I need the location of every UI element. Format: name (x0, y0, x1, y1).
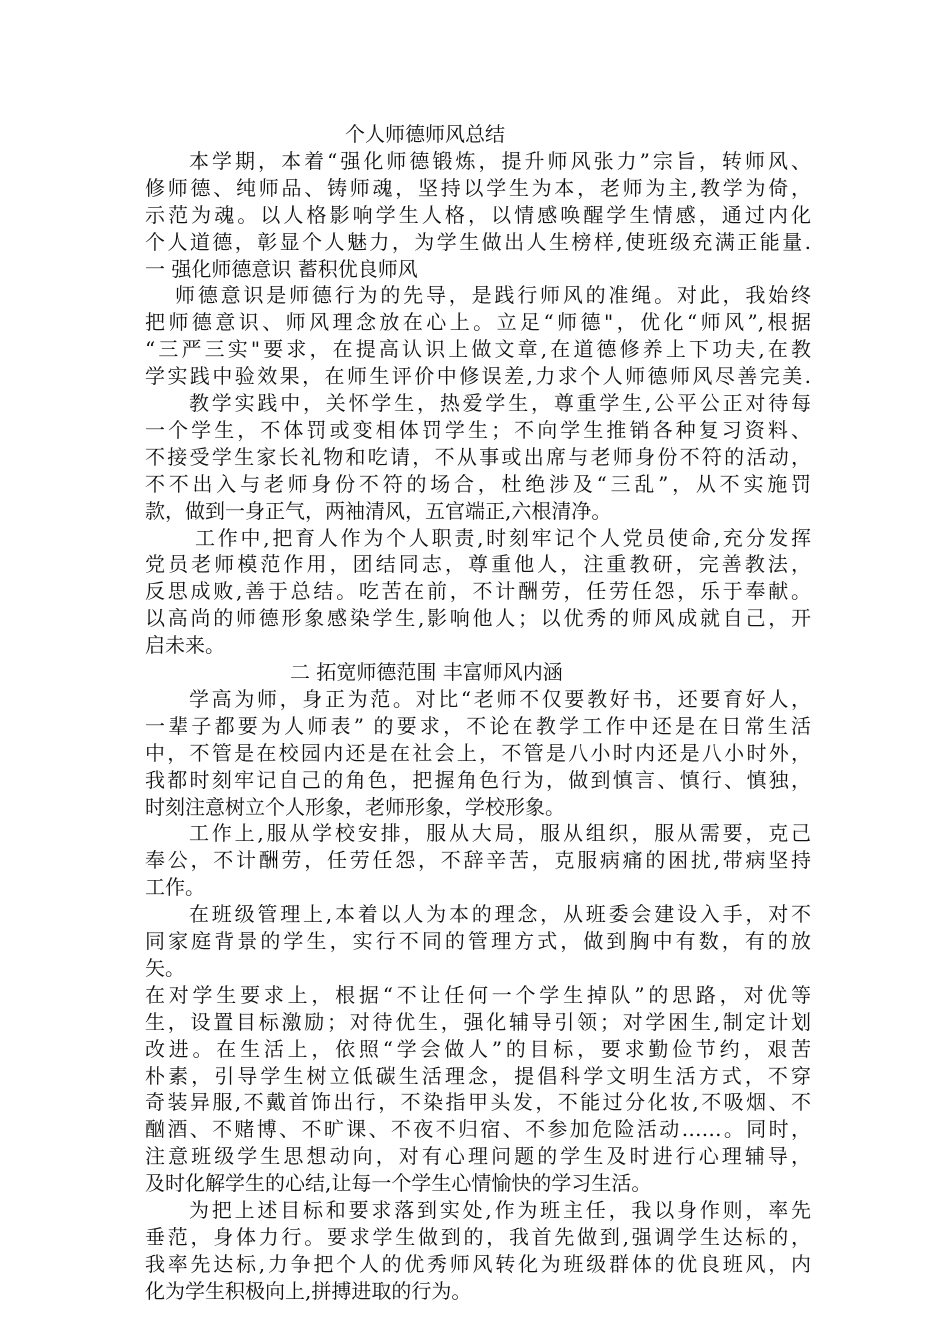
text-line: “三严三实"要求，在提高认识上做文章,在道德修养上下功夫,在教 (145, 337, 811, 362)
text-line: 及时化解学生的心结,让每一个学生心情愉快的学习生活。 (145, 1171, 652, 1196)
text-line: 我率先达标,力争把个人的优秀师风转化为班级群体的优良班风，内 (145, 1251, 811, 1276)
text-line: 以高尚的师德形象感染学生,影响他人；以优秀的师风成就自己，开 (145, 606, 811, 631)
text-line: 注意班级学生思想动向，对有心理问题的学生及时进行心理辅导， (145, 1144, 811, 1169)
text-line: 为把上述目标和要求落到实处,作为班主任，我以身作则，率先 (189, 1198, 811, 1222)
text-line: 师德意识是师德行为的先导，是践行师风的准绳。对此，我始终 (175, 283, 811, 308)
text-line: 工作中,把育人作为个人职责,时刻牢记个人党员使命,充分发挥 (195, 525, 811, 550)
text-line: 化为学生积极向上,拼搏进取的行为。 (145, 1278, 472, 1303)
text-line: 时刻注意树立个人形象，老师形象，学校形象。 (145, 794, 565, 819)
text-line: 奉公，不计酬劳，任劳任怨，不辞辛苦，克服病痛的困扰,带病坚持 (145, 848, 811, 873)
text-line: 启未来。 (145, 633, 225, 658)
text-line: 生，设置目标激励；对待优生，强化辅导引领；对学困生,制定计划 (145, 1009, 811, 1034)
text-line: 把师德意识、师风理念放在心上。立足“师德"，优化“师风”,根据 (145, 310, 811, 335)
text-line: 奇装异服,不戴首饰出行，不染指甲头发，不能过分化妆,不吸烟、不 (145, 1090, 811, 1115)
text-line: 改进。在生活上，依照“学会做人”的目标，要求勤俭节约，艰苦 (145, 1036, 811, 1061)
text-line: 工作上,服从学校安排，服从大局，服从组织，服从需要，克己 (189, 821, 811, 846)
text-line: 垂范，身体力行。要求学生做到的，我首先做到,强调学生达标的， (145, 1224, 811, 1249)
text-line: 教学实践中，关怀学生，热爱学生，尊重学生,公平公正对待每 (189, 391, 811, 415)
text-line: 党员老师模范作用，团结同志，尊重他人，注重教研，完善教法， (145, 552, 811, 577)
text-line: 一个学生，不体罚或变相体罚学生；不向学生推销各种复习资料、 (145, 417, 811, 442)
text-line: 反思成败,善于总结。吃苦在前，不计酬劳，任劳任怨，乐于奉献。 (145, 579, 811, 604)
text-line: 修师德、纯师品、铸师魂，坚持以学生为本，老师为主,教学为倚， (145, 175, 811, 200)
text-line: 酗酒、不赌博、不旷课、不夜不归宿、不参加危险活动……。同时， (145, 1117, 811, 1142)
text-line: 不不出入与老师身份不符的场合，杜绝涉及“三乱”，从不实施罚 (145, 471, 811, 496)
text-line: 本学期，本着“强化师德锻炼，提升师风张力”宗旨，转师风、 (189, 148, 811, 173)
text-line: 二 拓宽师德范围 丰富师风内涵 (290, 660, 563, 684)
text-line: 在对学生要求上，根据“不让任何一个学生掉队”的思路，对优等 (145, 982, 811, 1007)
text-line: 在班级管理上,本着以人为本的理念，从班委会建设入手，对不 (189, 902, 811, 927)
document-title: 个人师德师风总结 (345, 122, 505, 146)
text-line: 示范为魂。以人格影响学生人格，以情感唤醒学生情感，通过内化 (145, 202, 811, 227)
text-line: 朴素，引导学生树立低碳生活理念，提倡科学文明生活方式，不穿 (145, 1063, 811, 1088)
text-line: 一辈子都要为人师表” 的要求，不论在教学工作中还是在日常生活 (145, 713, 811, 738)
text-line: 矢。 (145, 955, 185, 980)
text-line: 工作。 (145, 875, 205, 900)
text-line: 个人道德，彰显个人魅力，为学生做出人生榜样,使班级充满正能量. (145, 229, 811, 254)
text-line: 不接受学生家长礼物和吃请，不从事或出席与老师身份不符的活动， (145, 444, 811, 469)
text-line: 学实践中验效果，在师生评价中修误差,力求个人师德师风尽善完美. (145, 364, 811, 389)
text-line: 中，不管是在校园内还是在社会上，不管是八小时内还是八小时外， (145, 740, 811, 765)
text-line: 一 强化师德意识 蓄积优良师风 (145, 256, 418, 281)
text-line: 款，做到一身正气，两袖清风，五官端正,六根清净。 (145, 498, 612, 523)
text-line: 我都时刻牢记自己的角色，把握角色行为，做到慎言、慎行、慎独， (145, 767, 811, 792)
text-line: 同家庭背景的学生，实行不同的管理方式，做到胸中有数，有的放 (145, 929, 811, 953)
text-line: 学高为师，身正为范。对比“老师不仅要教好书，还要育好人， (189, 686, 811, 711)
